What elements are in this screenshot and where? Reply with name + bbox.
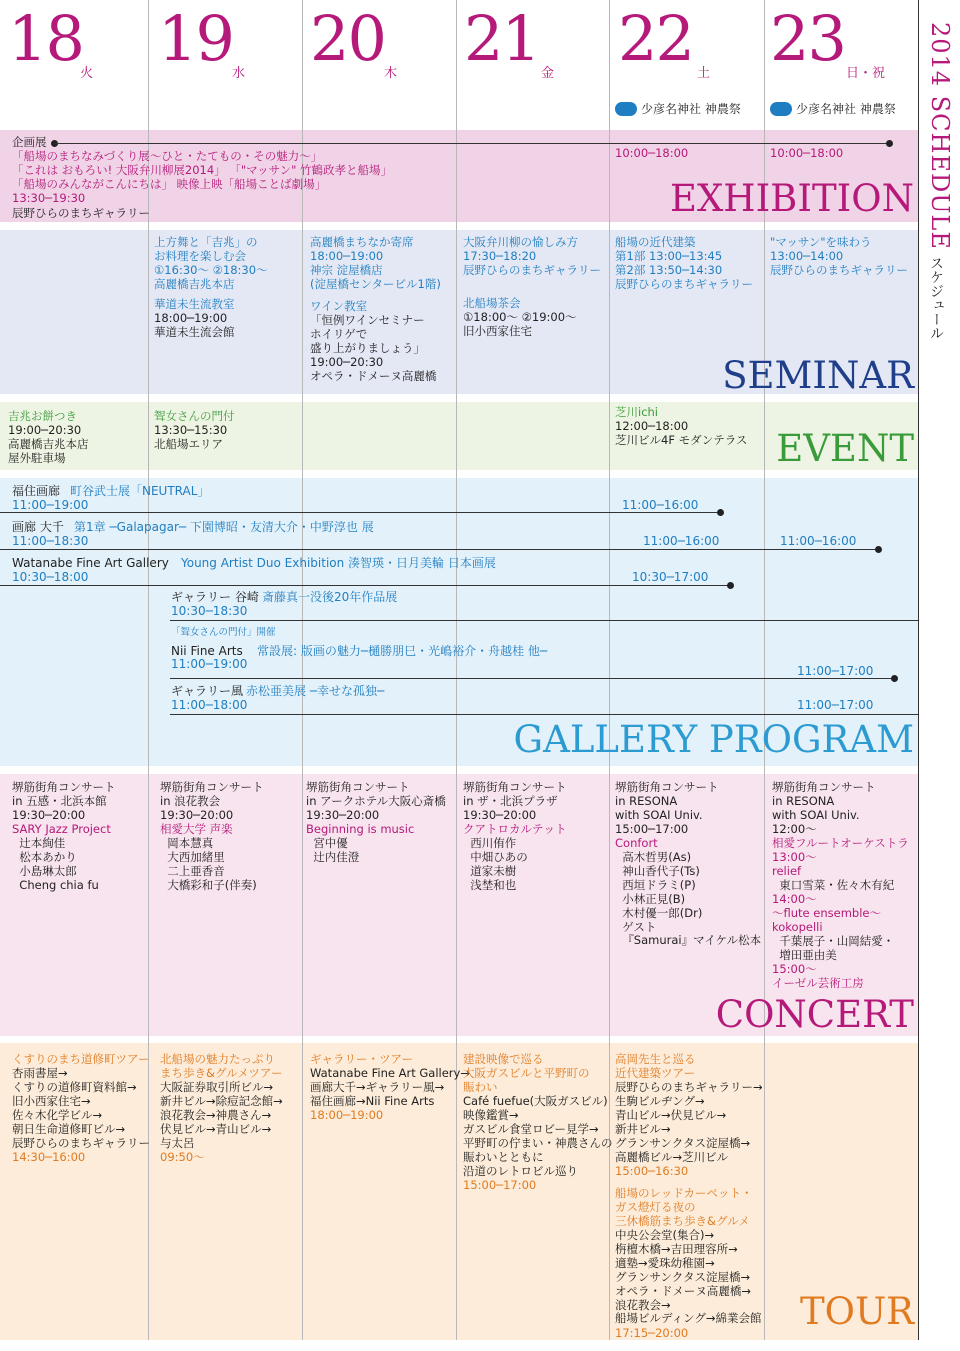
seminar-20b-title: ワイン教室: [310, 299, 368, 313]
concert-23-group-3: 15:00〜 イーゼル芸術工房: [772, 962, 864, 990]
gallery-time: 10:30─18:00: [12, 570, 89, 584]
event-19-title: 聟女さんの門付: [154, 409, 235, 423]
tour-21-title: 建設映像で巡る 大阪ガスビルと平野町の 賑わい: [463, 1052, 590, 1094]
concert-22-head: 堺筋街角コンサート in RESONA with SOAI Univ. 15:00─17:00: [615, 780, 719, 836]
exhibition-title: 「これは おもろい! 大阪弁川柳展2014」 「"マッサン" 竹鶴政孝と船場」: [12, 163, 393, 177]
seminar-22: 船場の近代建築 第1部 13:00─13:45 第2部 13:50─14:30 辰野ひらのまちギャラリー: [615, 235, 753, 291]
event-18-title: 吉兆お餅つき: [8, 409, 77, 423]
tour-18-route: 杏雨書屋→ くすりの道修町資料館→ 旧小西家住宅→ 佐々木化学ビル→ 朝日生命道修町ビル→ 辰野ひらのまちギャラリー: [12, 1066, 150, 1150]
concert-22-group: Confort: [615, 836, 658, 850]
gallery-time: 11:00─17:00: [797, 664, 874, 678]
column-divider: [302, 0, 303, 1340]
seminar-19b: 18:00─19:00 華道未生流会館: [154, 311, 235, 339]
concert-23-head: 堺筋街角コンサート in RESONA with SOAI Univ. 12:00〜: [772, 780, 876, 836]
tour-20-time: 18:00─19:00: [310, 1108, 384, 1122]
day-number: 23: [770, 2, 845, 75]
day-number: 20: [310, 2, 385, 75]
tour-19-route: 大阪証券取引所ビル→ 新井ビル→除痘記念館→ 浪花教会→神農さん→ 伏見ビル→青山ビル→ 与太呂: [160, 1080, 283, 1150]
tour-22-route: 辰野ひらのまちギャラリー→ 生駒ビルヂング→ 青山ビル→伏見ビル→ 新井ビル→ グランサンクタス淀屋橋→ 高麗橋ビル→芝川ビル: [615, 1080, 763, 1164]
sidebar-title: [926, 22, 956, 340]
gallery-time: 11:00─19:00: [171, 657, 248, 671]
seminar-heading: SEMINAR: [722, 354, 914, 397]
exhibition-time-22: 10:00─18:00: [615, 146, 689, 160]
exhibition-venue: 辰野ひらのまちギャラリー: [12, 206, 150, 220]
concert-22-members: 高木哲男(As) 神山香代子(Ts) 西垣ドラミ(P) 小林正見(B) 木村優一郎(Dr) ゲスト 『Samurai』マイケル松本: [622, 850, 762, 948]
gallery-end-dot: [727, 582, 734, 589]
tour-21-time: 15:00─17:00: [463, 1178, 537, 1192]
gallery-period-line: [170, 678, 894, 679]
exhibition-title: 「船場のまちなみづくり展〜ひと・たてもの・その魅力〜」: [12, 149, 323, 163]
column-divider: [456, 0, 457, 1340]
seminar-21: 大阪弁川柳の愉しみ方 17:30─18:20 辰野ひらのまちギャラリー: [463, 235, 601, 277]
gallery-name: 画廊 大千: [12, 520, 64, 534]
gallery-name: ギャラリー風: [171, 684, 244, 698]
concert-18-group: SARY Jazz Project: [12, 822, 111, 836]
day-of-week: 火: [80, 66, 94, 81]
gallery-name: Watanabe Fine Art Gallery: [12, 556, 169, 570]
seminar-21b-title: 北船場茶会: [463, 296, 521, 310]
concert-18-head: 堺筋街角コンサート in 五感・北浜本館 19:30─20:00: [12, 780, 116, 822]
seminar-20: 高麗橋まちなか寄席 18:00─19:00 神宗 淀屋橋店 (淀屋橋センタービル1階): [310, 235, 441, 291]
shrine-festival-tag: [612, 98, 762, 120]
concert-23-members-1: 東口雪菜・佐々木有紀: [772, 878, 895, 892]
gallery-period-line: [0, 549, 878, 550]
tour-heading: TOUR: [799, 1290, 914, 1333]
day-number: 22: [618, 2, 693, 75]
tour-18-time: 14:30─16:00: [12, 1150, 86, 1164]
concert-19-group: 相愛大学 声楽: [160, 822, 233, 836]
concert-23-members-2: 千葉展子・山岡結愛・ 増田亜由美: [779, 934, 895, 962]
day-of-week: 水: [232, 66, 246, 81]
exhibition-end-dot: [886, 140, 893, 147]
tour-22b-route: 中央公会堂(集合)→ 栴檀木橋→吉田理容所→ 適塾→愛珠幼稚園→ グランサンクタス淀屋橋→ オペラ・ドメーヌ高麗橋→ 浪花教会→ 船場ビルディング→綿業会館: [615, 1228, 762, 1326]
gallery-period-line: [0, 585, 730, 586]
concert-21-members: 西川侑作 中畑ひあの 道家未樹 浅埜和也: [470, 836, 528, 892]
seminar-20b: 「恒例ワインセミナー ホイリゲで 盛り上がりましょう」 19:00─20:30 オペラ・ドメーヌ高麗橋: [310, 313, 437, 383]
gallery-period-line: [170, 714, 918, 715]
seminar-23: "マッサン"を味わう 13:00─14:00 辰野ひらのまちギャラリー: [770, 235, 908, 277]
gallery-note: 「聟女さんの門付」開催: [171, 627, 276, 638]
concert-20-members: 宮中優 辻内佳澄: [313, 836, 360, 864]
gallery-time: 10:30─17:00: [632, 570, 709, 584]
day-of-week: 土: [697, 66, 711, 81]
tour-20-route: Watanabe Fine Art Gallery→ 画廊大千→ギャラリー風→ 福住画廊→Nii Fine Arts: [310, 1066, 470, 1108]
exhibition-time: 13:30─19:30: [12, 191, 86, 205]
exhibition-heading: EXHIBITION: [669, 177, 914, 220]
schedule-title: 2014 SCHEDULE: [926, 22, 954, 250]
gallery-time: 11:00─16:00: [643, 534, 720, 548]
gallery-heading: GALLERY PROGRAM: [513, 718, 914, 761]
tour-22b-title: 船場のレッドカーペット・ ガス燈灯る夜の 三休橋筋まち歩き&グルメ: [615, 1186, 753, 1228]
gallery-show: Young Artist Duo Exhibition 湊智瑛・日月美輪 日本画展: [181, 556, 496, 570]
day-of-week: 金: [541, 66, 555, 81]
gallery-time: 11:00─16:00: [780, 534, 857, 548]
tour-19-time: 09:50〜: [160, 1150, 205, 1164]
concert-19-members: 岡本慧真 大西加緒里 二上亜香音 大橋彩和子(伴奏): [167, 836, 257, 892]
event-18: 19:00─20:30 高麗橋吉兆本店 屋外駐車場: [8, 423, 89, 465]
tour-20-title: ギャラリー・ツアー: [310, 1052, 414, 1066]
gallery-time: 11:00─17:00: [797, 698, 874, 712]
tour-19-title: 北船場の魅力たっぷり まち歩き&グルメツアー: [160, 1052, 283, 1080]
gallery-name: Nii Fine Arts: [171, 644, 243, 658]
shrine-label: 少彦名神社 神農祭: [796, 102, 896, 116]
gallery-time: 11:00─16:00: [622, 498, 699, 512]
day-number: 21: [464, 2, 539, 75]
concert-20-group: Beginning is music: [306, 822, 415, 836]
gallery-end-dot: [717, 509, 724, 516]
seminar-21b: ①18:00〜 ②19:00〜 旧小西家住宅: [463, 310, 577, 338]
gallery-show: 斎藤真一没後20年作品展: [262, 590, 398, 604]
event-heading: EVENT: [776, 427, 914, 470]
tour-22-title: 高岡先生と巡る 近代建築ツアー: [615, 1052, 696, 1080]
seminar-19b-title: 華道未生流教室: [154, 297, 235, 311]
concert-23-group-2: 14:00〜 〜flute ensemble〜 kokopelli: [772, 892, 881, 934]
schedule-subtitle: スケジュール: [928, 255, 944, 340]
exhibition-time-23: 10:00─18:00: [770, 146, 844, 160]
gallery-show: 赤松亜美展 ─幸せな孤独─: [246, 684, 385, 698]
exhibition-period-line: [55, 143, 889, 144]
event-22-title: 芝川ichi: [615, 405, 659, 419]
gallery-time: 11:00─19:00: [12, 498, 89, 512]
event-22: 12:00─18:00 芝川ビル4F モダンテラス: [615, 419, 748, 447]
gallery-name: ギャラリー 谷崎: [171, 590, 259, 604]
concert-19-head: 堺筋街角コンサート in 浪花教会 19:30─20:00: [160, 780, 264, 822]
day-of-week: 木: [384, 66, 398, 81]
day-number: 19: [158, 2, 233, 75]
gallery-show: 町谷武士展「NEUTRAL」: [70, 484, 210, 498]
tour-22-time: 15:00─16:30: [615, 1164, 689, 1178]
shrine-label: 少彦名神社 神農祭: [641, 102, 741, 116]
concert-23-group-1: 相愛フルートオーケストラ 13:00〜 relief: [772, 836, 909, 878]
event-19: 13:30─15:30 北船場エリア: [154, 423, 228, 451]
day-number: 18: [8, 2, 83, 75]
right-border: [918, 0, 919, 1340]
festival-icon: [770, 102, 792, 116]
tour-22b-time: 17:15─20:00: [615, 1326, 689, 1340]
gallery-time: 11:00─18:30: [12, 534, 89, 548]
gallery-show: 常設展: 版画の魅力─樋勝朋巳・光嶋裕介・舟越桂 他─: [257, 644, 548, 658]
concert-20-head: 堺筋街角コンサート in アークホテル大阪心斎橋 19:30─20:00: [306, 780, 446, 822]
exhibition-label: 企画展: [12, 135, 47, 149]
gallery-end-dot: [891, 675, 898, 682]
gallery-time: 11:00─18:00: [171, 698, 248, 712]
day-of-week: 日・祝: [846, 66, 886, 81]
tour-18-title: くすりのまち道修町ツアー: [12, 1052, 150, 1066]
concert-18-members: 辻本絢佳 松本あかり 小島琳太郎 Cheng chia fu: [19, 836, 99, 892]
seminar-19: 上方舞と「吉兆」の お料理を楽しむ会 ①16:30〜 ②18:30〜 高麗橋吉兆本店: [154, 235, 268, 291]
concert-21-group: クアトロカルテット: [463, 822, 567, 836]
exhibition-title: 「船場のみんながこんにちは」 映像上映「船場ことば劇場」: [12, 177, 327, 191]
gallery-show: 第1章 ─Galapagar─ 下園博昭・友清大介・中野淳也 展: [74, 520, 374, 534]
gallery-name: 福住画廊: [12, 484, 61, 498]
shrine-festival-tag: [767, 98, 917, 120]
gallery-end-dot: [875, 546, 882, 553]
gallery-time: 10:30─18:30: [171, 604, 248, 618]
concert-21-head: 堺筋街角コンサート in ザ・北浜プラザ 19:30─20:00: [463, 780, 567, 822]
gallery-period-line: [170, 620, 918, 621]
festival-icon: [615, 102, 637, 116]
tour-21-route: Café fuefue(大阪ガスビル) 映像鑑賞→ ガスビル食堂ロビー見学→ 平野町の佇まい・神農さんの 賑わいとともに 沿道のレトロビル巡り: [463, 1094, 613, 1178]
gallery-period-line: [0, 512, 721, 513]
concert-heading: CONCERT: [715, 993, 914, 1036]
